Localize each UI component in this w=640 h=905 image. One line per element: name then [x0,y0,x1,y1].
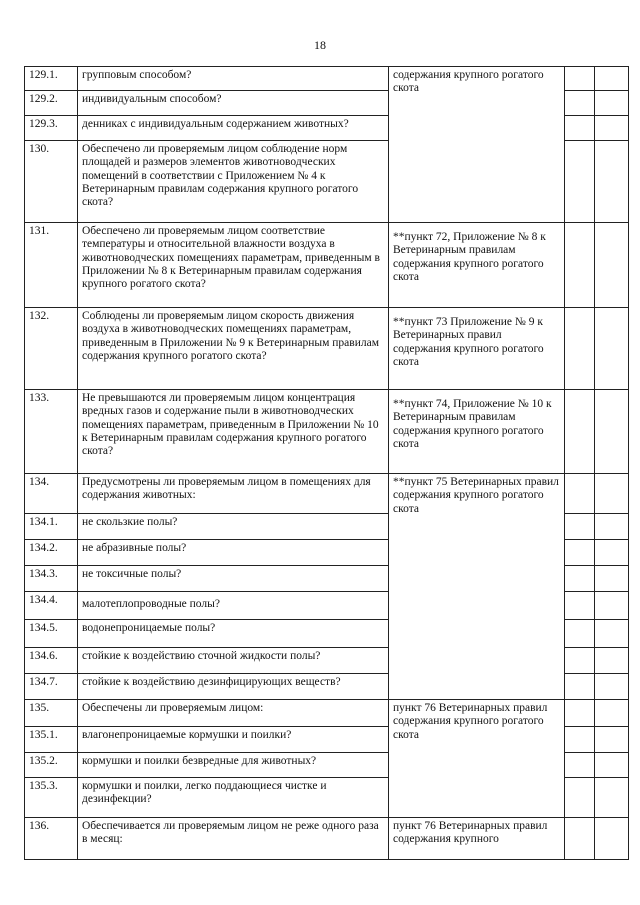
item-number: 130. [25,141,78,223]
item-question: групповым способом? [78,67,389,91]
answer-cell [595,540,629,566]
item-number: 134. [25,474,78,514]
answer-cell [565,141,595,223]
item-question: Предусмотрены ли проверяемым лицом в помещениях для содержания животных: [78,474,389,514]
answer-cell [595,753,629,778]
answer-cell [565,674,595,700]
table-row [25,818,629,860]
item-question: кормушки и поилки, легко поддающиеся чистке и дезинфекции? [78,778,389,818]
answer-cell [595,648,629,674]
answer-cell [565,474,595,514]
item-number: 135.2. [25,753,78,778]
answer-cell [565,753,595,778]
table-row [25,700,629,727]
item-question: Не превышаются ли проверяемым лицом концентрация вредных газов и содержание пыли в животноводческих помещениях параметрам, приведенным в Приложении № 10 к Ветеринарным правилам содержания крупного рогатого скота? [78,390,389,474]
table-row [25,223,629,308]
item-number: 133. [25,390,78,474]
item-number: 134.2. [25,540,78,566]
item-number: 135.1. [25,727,78,753]
answer-cell [595,700,629,727]
item-question: индивидуальным способом? [78,91,389,116]
answer-cell [595,390,629,474]
item-question: не токсичные полы? [78,566,389,592]
answer-cell [565,648,595,674]
answer-cell [595,620,629,648]
answer-cell [595,674,629,700]
item-number: 129.3. [25,116,78,141]
legal-reference: **пункт 72, Приложение № 8 к Ветеринарным правилам содержания крупного рогатого скота [389,223,565,308]
answer-cell [565,223,595,308]
legal-reference: **пункт 75 Ветеринарных правил содержания крупного рогатого скота [389,474,565,700]
item-number: 135.3. [25,778,78,818]
answer-cell [565,700,595,727]
item-number: 134.6. [25,648,78,674]
item-number: 131. [25,223,78,308]
table-row [25,308,629,390]
answer-cell [565,818,595,860]
answer-cell [595,727,629,753]
legal-reference: **пункт 74, Приложение № 10 к Ветеринарным правилам содержания крупного рогатого скота [389,390,565,474]
table-row [25,474,629,514]
answer-cell [565,566,595,592]
answer-cell [565,91,595,116]
item-number: 134.4. [25,592,78,620]
item-question: водонепроницаемые полы? [78,620,389,648]
item-question: Обеспечивается ли проверяемым лицом не реже одного раза в месяц: [78,818,389,860]
answer-cell [565,67,595,91]
item-question: не абразивные полы? [78,540,389,566]
answer-cell [565,620,595,648]
item-question: Обеспечено ли проверяемым лицом соответствие температуры и относительной влажности воздуха в животноводческих помещениях параметрам, приведенным в Приложении № 8 к Ветеринарным правилам содержания крупного рогатого скота? [78,223,389,308]
item-number: 134.7. [25,674,78,700]
answer-cell [595,67,629,91]
item-question: стойкие к воздействию сточной жидкости полы? [78,648,389,674]
item-number: 135. [25,700,78,727]
item-question: малотеплопроводные полы? [78,592,389,620]
legal-reference: пункт 76 Ветеринарных правил содержания крупного рогатого скота [389,700,565,818]
answer-cell [595,141,629,223]
item-number: 134.3. [25,566,78,592]
item-question: Обеспечено ли проверяемым лицом соблюдение норм площадей и размеров элементов животноводческих помещений в соответствии с Приложением № 4 к Ветеринарным правилам содержания крупного рогатого скота? [78,141,389,223]
legal-reference: содержания крупного рогатого скота [389,67,565,223]
item-question: денниках с индивидуальным содержанием животных? [78,116,389,141]
item-question: влагонепроницаемые кормушки и поилки? [78,727,389,753]
answer-cell [595,566,629,592]
item-question: стойкие к воздействию дезинфицирующих веществ? [78,674,389,700]
answer-cell [565,116,595,141]
answer-cell [565,592,595,620]
answer-cell [595,116,629,141]
legal-reference: **пункт 73 Приложение № 9 к Ветеринарных правил содержания крупного рогатого скота [389,308,565,390]
item-question: не скользкие полы? [78,514,389,540]
item-number: 129.1. [25,67,78,91]
answer-cell [595,778,629,818]
answer-cell [595,223,629,308]
answer-cell [595,474,629,514]
answer-cell [565,308,595,390]
item-number: 129.2. [25,91,78,116]
table-row [25,390,629,474]
answer-cell [595,514,629,540]
item-number: 136. [25,818,78,860]
item-number: 134.1. [25,514,78,540]
answer-cell [595,91,629,116]
table-row [25,67,629,91]
answer-cell [565,540,595,566]
answer-cell [565,514,595,540]
answer-cell [595,308,629,390]
checklist-table [24,66,629,860]
item-question: Соблюдены ли проверяемым лицом скорость движения воздуха в животноводческих помещениях параметрам, приведенным в Приложении № 9 к Ветеринарным правилам содержания крупного рогатого скота? [78,308,389,390]
answer-cell [595,592,629,620]
item-number: 134.5. [25,620,78,648]
item-question: кормушки и поилки безвредные для животных? [78,753,389,778]
item-question: Обеспечены ли проверяемым лицом: [78,700,389,727]
answer-cell [595,818,629,860]
legal-reference: пункт 76 Ветеринарных правил содержания крупного [389,818,565,860]
answer-cell [565,778,595,818]
answer-cell [565,390,595,474]
answer-cell [565,727,595,753]
page-number: 18 [314,38,326,52]
item-number: 132. [25,308,78,390]
